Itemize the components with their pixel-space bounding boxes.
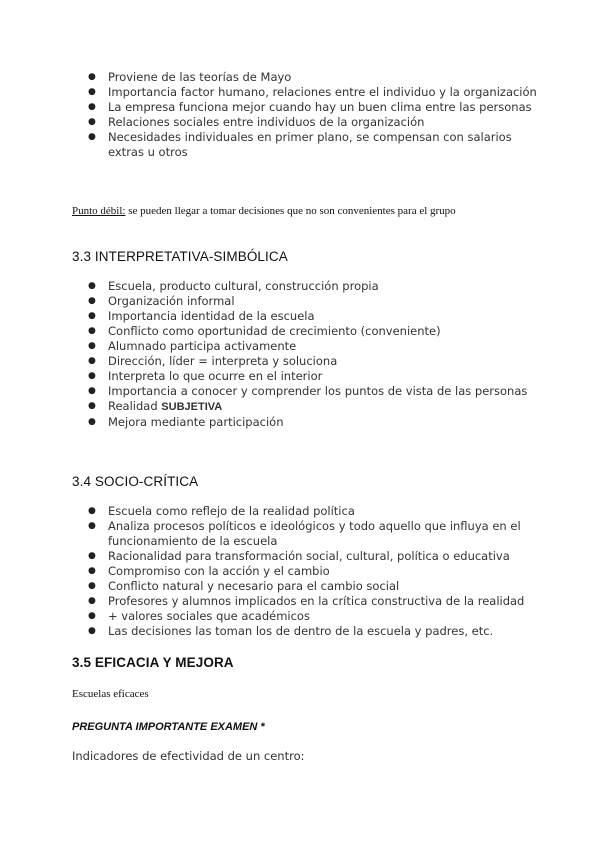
bullet-icon: ● (88, 611, 96, 621)
bullet-icon: ● (88, 551, 96, 561)
list-item: ● Necesidades individuales en primer plano, se compensan con salarios extras u otros (88, 130, 512, 159)
list-item: ● Proviene de las teorías de Mayo (88, 70, 292, 84)
list-item: ● Mejora mediante participación (88, 415, 284, 429)
bullet-icon: ● (88, 626, 96, 636)
bullet-icon: ● (88, 117, 96, 127)
list-item: ● Relaciones sociales entre individuos de la organización (88, 115, 425, 129)
bullet-icon: ● (88, 87, 96, 97)
list-item: ● Realidad SUBJETIVA (88, 399, 223, 413)
list-item: ● Interpreta lo que ocurre en el interior (88, 369, 323, 383)
bullet-list-human-relations (88, 70, 548, 160)
bullet-list-socio-critical (88, 504, 548, 639)
list-item: ● Compromiso con la acción y el cambio (88, 564, 330, 578)
bullet-icon: ● (88, 371, 96, 381)
bullet-icon: ● (88, 566, 96, 576)
list-item: ● Las decisiones las toman los de dentro de la escuela y padres, etc. (88, 624, 494, 638)
indicators-heading: Indicadores de efectividad de un centro: (72, 749, 305, 763)
list-item: ● Importancia factor humano, relaciones entre el individuo y la organización (88, 85, 537, 99)
list-item: ● Organización informal (88, 294, 235, 308)
bullet-icon: ● (88, 281, 96, 291)
list-item: ● + valores sociales que académicos (88, 609, 310, 623)
bullet-icon: ● (88, 386, 96, 396)
list-item: ● Importancia a conocer y comprender los puntos de vista de las personas (88, 384, 528, 398)
bullet-list-interpretative (88, 279, 548, 430)
list-item: ● Dirección, líder = interpreta y soluciona (88, 354, 338, 368)
bullet-icon: ● (88, 132, 96, 142)
bullet-icon: ● (88, 417, 96, 427)
weak-point-text: se pueden llegar a tomar decisiones que no son convenientes para el grupo (125, 205, 456, 217)
bullet-icon: ● (88, 596, 96, 606)
section-heading-3-3: 3.3 INTERPRETATIVA-SIMBÓLICA (72, 249, 288, 264)
bullet-icon: ● (88, 72, 96, 82)
bullet-icon: ● (88, 506, 96, 516)
bullet-icon: ● (88, 341, 96, 351)
effective-schools-label: Escuelas eficaces (72, 688, 149, 700)
bullet-icon: ● (88, 581, 96, 591)
bullet-icon: ● (88, 401, 96, 411)
bullet-icon: ● (88, 326, 96, 336)
list-item: ● La empresa funciona mejor cuando hay un buen clima entre las personas (88, 100, 532, 114)
section-heading-3-4: 3.4 SOCIO-CRÍTICA (72, 474, 199, 489)
list-item: ● Escuela como reflejo de la realidad política (88, 504, 355, 518)
weak-point-label: Punto débil: (72, 205, 126, 217)
bullet-icon: ● (88, 311, 96, 321)
list-item: ● Escuela, producto cultural, construcción propia (88, 279, 379, 293)
list-item: ● Conflicto natural y necesario para el cambio social (88, 579, 400, 593)
list-item: ● Conflicto como oportunidad de crecimiento (conveniente) (88, 324, 441, 338)
list-item: ● Profesores y alumnos implicados en la crítica constructiva de la realidad (88, 594, 525, 608)
bullet-icon: ● (88, 356, 96, 366)
list-item: ● Alumnado participa activamente (88, 339, 297, 353)
list-item: ● Racionalidad para transformación social, cultural, política o educativa (88, 549, 510, 563)
subjective-emphasis: SUBJETIVA (161, 401, 223, 413)
section-heading-3-5: 3.5 EFICACIA Y MEJORA (72, 655, 234, 670)
bullet-icon: ● (88, 521, 96, 531)
list-item: ● Analiza procesos políticos e ideológicos y todo aquello que influya en el funcionamiento de la escuela (88, 519, 521, 548)
list-item: ● Importancia identidad de la escuela (88, 309, 315, 323)
exam-note: PREGUNTA IMPORTANTE EXAMEN * (72, 721, 265, 733)
bullet-icon: ● (88, 296, 96, 306)
bullet-icon: ● (88, 102, 96, 112)
weak-point-note (72, 205, 456, 217)
